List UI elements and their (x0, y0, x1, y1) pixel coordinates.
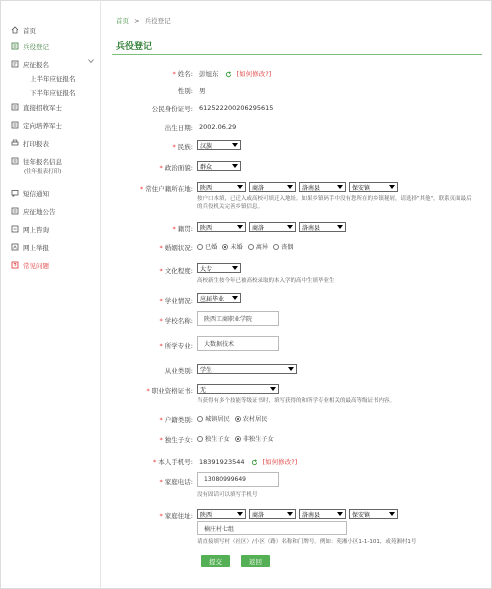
sidebar-item-label: 往年报名信息 (23, 157, 62, 166)
page-title: 兵役登记 (116, 42, 153, 52)
sidebar-item-sms[interactable] (11, 187, 49, 199)
political-select[interactable]: 群众 (197, 161, 241, 171)
dropdown-arrow-icon (389, 185, 395, 189)
cert-label: * 职业资格证书: (146, 387, 193, 395)
breadcrumb-current: 兵役登记 (144, 17, 171, 25)
addr-town-select[interactable]: 保安镇 (349, 509, 398, 519)
radio-button (235, 416, 241, 422)
sidebar-item-label: 首页 (23, 26, 36, 35)
sidebar-item-label: 直接招收军士 (23, 103, 62, 112)
ethnic-label: * 民族: (172, 143, 193, 151)
hukou-label: * 常住户籍所在地: (140, 185, 193, 193)
chevron-down-icon[interactable] (88, 58, 94, 64)
dropdown-arrow-icon (337, 225, 343, 229)
study-select[interactable]: 应届毕业 (197, 293, 241, 303)
phone-value: 18391923544 [如何修改?] (199, 458, 298, 466)
category-select[interactable]: 学生 (197, 364, 297, 374)
ethnic-select[interactable]: 汉族 (197, 140, 241, 150)
hukou-hint: 按户口本填，已迁入或高校可填迁入地址。如果乡镇码手中没有您所在的乡镇秘屑，请选择"其他"，联系页面最后的兵役机关完善乡镇信息。 (197, 196, 472, 210)
home-addr-label: * 家庭住址: (159, 512, 193, 520)
birth-value: 2002.06.29 (199, 123, 237, 131)
dropdown-arrow-icon (287, 512, 293, 516)
dropdown-arrow-icon (237, 225, 243, 229)
form-icon (11, 103, 19, 111)
dropdown-arrow-icon (337, 185, 343, 189)
gender-label: 性别: (177, 87, 193, 95)
major-input[interactable]: 大数据技术 (197, 336, 279, 351)
home-addr-hint: 请直接填写村（社区）/小区（路）名称和门牌号。例如：苑湘小区1-1-101，或苑湘村1号 (197, 539, 417, 545)
back-button[interactable]: 返回 (241, 555, 270, 567)
education-hint: 高校新生按今年已被高校录取的本入学的高中生填毕业生 (197, 278, 335, 284)
study-label: * 学业情况: (159, 297, 193, 305)
addr-city-select[interactable]: 商洛 (249, 509, 296, 519)
refresh-icon[interactable] (225, 71, 232, 78)
category-label: 从业类别: (164, 367, 193, 375)
sidebar-subitem-first-half[interactable]: 上半年应征报名 (30, 75, 76, 83)
native-province-select[interactable]: 陕西 (197, 222, 246, 232)
sidebar-item-label: 常见问题 (23, 261, 49, 270)
radio-button (197, 244, 203, 250)
hukou-type-option[interactable]: 农村居民 (235, 414, 268, 423)
sidebar-past-note: (往年报表打印) (24, 169, 62, 175)
radio-button (273, 244, 279, 250)
dropdown-arrow-icon (287, 225, 293, 229)
sidebar-item-label: 短信通知 (23, 189, 49, 198)
home-phone-label: * 家庭电话: (159, 478, 193, 486)
school-label: * 学校名称: (159, 317, 193, 325)
title-divider (112, 54, 482, 55)
form-icon (11, 157, 19, 165)
gender-value: 男 (199, 87, 206, 95)
birth-label: 出生日期: (164, 124, 193, 132)
sidebar-item-register[interactable] (11, 40, 49, 52)
radio-button (235, 436, 241, 442)
education-label: * 文化程度: (159, 267, 193, 275)
dropdown-arrow-icon (270, 387, 276, 391)
hukou-county-select[interactable]: 洛南县 (299, 182, 346, 192)
register-icon (11, 42, 19, 50)
dropdown-arrow-icon (337, 512, 343, 516)
form-icon (11, 121, 19, 129)
sidebar-item-targeted[interactable] (11, 119, 62, 131)
sidebar-item-notice[interactable] (11, 205, 56, 217)
sidebar-item-print[interactable] (11, 137, 49, 149)
radio-button (197, 436, 203, 442)
phone-label: * 本人手机号: (153, 458, 193, 466)
hukou-type-option[interactable]: 城镇居民 (197, 414, 230, 423)
native-city-select[interactable]: 商洛 (249, 222, 296, 232)
name-modify-link[interactable]: [如何修改?] (236, 70, 272, 78)
radio-button (248, 244, 254, 250)
home-phone-input[interactable]: 13080999649 (197, 472, 279, 487)
hukou-province-select[interactable]: 陕西 (197, 182, 246, 192)
sidebar-item-conscription[interactable] (11, 58, 49, 70)
only-child-option[interactable]: 非独生子女 (235, 434, 274, 443)
dropdown-arrow-icon (232, 266, 238, 270)
sidebar-item-label: 应征报名 (23, 60, 49, 69)
hukou-type-radio-group (197, 414, 273, 423)
sidebar-item-label: 网上咨询 (23, 225, 49, 234)
marital-option[interactable]: 已婚 (197, 242, 217, 251)
sidebar-item-home[interactable] (11, 24, 36, 36)
report-icon (11, 243, 19, 251)
hukou-city-select[interactable]: 商洛 (249, 182, 296, 192)
name-value: 彭旭东 [如何修改?] (199, 70, 272, 78)
marital-option[interactable]: 丧偶 (273, 242, 293, 251)
only-child-radio-group (197, 434, 279, 443)
radio-button (197, 416, 203, 422)
native-label: * 籍贯: (172, 225, 193, 233)
sidebar-divider (100, 0, 101, 589)
form-icon (11, 60, 19, 68)
dropdown-arrow-icon (287, 185, 293, 189)
hukou-town-select[interactable]: 保安镇 (349, 182, 398, 192)
sidebar-item-label: 打印报表 (23, 139, 49, 148)
marital-label: * 婚姻状况: (159, 244, 193, 252)
dropdown-arrow-icon (232, 143, 238, 147)
sidebar-item-direct-recruit[interactable] (11, 101, 62, 113)
sidebar-subitem-second-half[interactable]: 下半年应征报名 (30, 89, 76, 97)
radio-button (222, 244, 228, 250)
sidebar-item-past-info[interactable] (11, 155, 62, 167)
breadcrumb-separator: > (134, 17, 140, 25)
dropdown-arrow-icon (232, 164, 238, 168)
sidebar-item-label: 应征地公告 (23, 207, 56, 216)
marital-radio-group (197, 242, 299, 251)
cert-hint: 当获得有多个技能等级证书时，填写获得的和所学专业相关的最高等级证书内容。 (197, 398, 396, 404)
refresh-icon[interactable] (251, 459, 258, 466)
major-label: * 所学专业: (159, 342, 193, 350)
breadcrumb-home[interactable]: 首页 (116, 17, 129, 25)
dropdown-arrow-icon (389, 512, 395, 516)
id-label: 公民身份证号: (151, 105, 193, 113)
marital-option[interactable]: 未婚 (222, 242, 242, 251)
home-phone-hint: 没有固话可以填写手机号 (197, 492, 258, 498)
submit-button[interactable]: 提交 (201, 555, 230, 567)
phone-modify-link[interactable]: [如何修改?] (262, 458, 298, 466)
question-icon (11, 261, 19, 269)
dropdown-arrow-icon (232, 296, 238, 300)
dropdown-arrow-icon (288, 367, 294, 371)
printer-icon (11, 139, 19, 147)
school-input[interactable]: 陕西工商职业学院 (197, 311, 279, 326)
hukou-type-label: * 户籍类别: (159, 416, 193, 424)
id-value: 612522200206295615 (199, 104, 274, 112)
notice-icon (11, 207, 19, 215)
marital-option[interactable]: 离异 (248, 242, 268, 251)
sidebar-item-label: 定向培养军士 (23, 121, 62, 130)
sidebar-item-label: 兵役登记 (23, 42, 49, 51)
name-label: * 姓名: (172, 70, 193, 78)
political-label: * 政治面貌: (159, 164, 193, 172)
addr-detail-input[interactable]: 楠庄村七组 (197, 521, 347, 535)
sidebar-item-consult[interactable] (11, 223, 49, 235)
sidebar-item-label: 网上举报 (23, 243, 49, 252)
cert-select[interactable]: 无 (197, 384, 279, 394)
home-icon (11, 26, 19, 34)
sidebar-item-faq[interactable] (11, 259, 49, 271)
education-select[interactable]: 大专 (197, 263, 241, 273)
chat-icon (11, 225, 19, 233)
native-county-select[interactable]: 洛南县 (299, 222, 346, 232)
addr-county-select[interactable]: 洛南县 (299, 509, 346, 519)
dropdown-arrow-icon (237, 512, 243, 516)
sidebar-item-report[interactable] (11, 241, 49, 253)
dropdown-arrow-icon (237, 185, 243, 189)
breadcrumb (116, 16, 171, 25)
only-child-label: * 独生子女: (159, 436, 193, 444)
only-child-option[interactable]: 独生子女 (197, 434, 230, 443)
addr-province-select[interactable]: 陕西 (197, 509, 246, 519)
message-icon (11, 189, 19, 197)
